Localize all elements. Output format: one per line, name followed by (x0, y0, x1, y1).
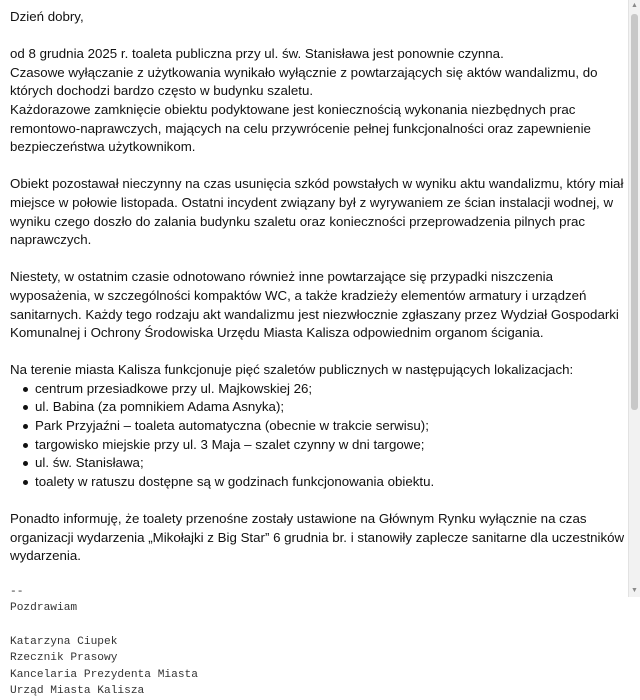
list-item: centrum przesiadkowe przy ul. Majkowskiej 26; (23, 380, 628, 399)
paragraph-1-line-1: od 8 grudnia 2025 r. toaleta publiczna przy ul. św. Stanisława jest ponownie czynna. (10, 46, 504, 62)
list-item: ul. św. Stanisława; (23, 454, 628, 473)
paragraph-1-line-2: Czasowe wyłączanie z użytkowania wynikało wyłącznie z powtarzających się aktów wandalizmu, do których dochodzi bardzo często w budynku szaletu. (10, 64, 598, 99)
paragraph-2: Obiekt pozostawał nieczynny na czas usunięcia szkód powstałych w wyniku aktu wandalizmu, który miał miejsce w połowie listopada. Ostatni incydent związany był z wyrywaniem ze ścian instalacji wodnej, w wyniku czego doszło do zalania budynku szaletu oraz konieczności przeprowadzenia pilnych prac naprawczych. (10, 176, 624, 248)
list-item: ul. Babina (za pomnikiem Adama Asnyka); (23, 398, 628, 417)
paragraph-1-line-3: Każdorazowe zamknięcie obiektu podyktowane jest koniecznością wykonania niezbędnych prac remontowo-naprawczych, mających na celu przywrócenie pełnej funkcjonalności oraz zapewnienie bezpieczeństwa użytkownikom. (10, 101, 591, 155)
scrollbar-thumb[interactable] (631, 14, 638, 410)
signature-name: Katarzyna Ciupek (10, 635, 118, 648)
signature-office: Kancelaria Prezydenta Miasta (10, 668, 198, 681)
paragraph-3: Niestety, w ostatnim czasie odnotowano również inne powtarzające się przypadki niszczenia wyposażenia, w szczególności kompaktów WC, a także kradzieży elementów armatury i urządzeń sanitarnych. Każdy tego rodzaju akt wandalizmu jest niezwłocznie zgłaszany przez Wydział Gospodarki Komunalnej i Ochrony Środowiska Urzędu Miasta Kalisza odpowiednim organom ścigania. (10, 269, 619, 341)
signature-org: Urząd Miasta Kalisza (10, 685, 145, 698)
list-item: Park Przyjaźni – toaleta automatyczna (obecnie w trakcie serwisu); (23, 417, 628, 436)
locations-list (10, 380, 628, 492)
paragraph-4: Ponadto informuję, że toalety przenośne zostały ustawione na Głównym Rynku wyłącznie na czas organizacji wydarzenia „Mikołajki z Big Star” 6 grudnia br. i stanowiły zaplecze sanitarne dla uczestników wydarzenia. (10, 511, 625, 564)
signature-closing: Pozdrawiam (10, 602, 78, 615)
signature-separator: -- (10, 585, 24, 598)
signature-block (10, 584, 628, 700)
list-item: targowisko miejskie przy ul. 3 Maja – szalet czynny w dni targowe; (23, 436, 628, 455)
vertical-scrollbar[interactable] (628, 0, 640, 597)
scroll-up-arrow-icon[interactable]: ▲ (631, 2, 638, 9)
list-item: toalety w ratuszu dostępne są w godzinach funkcjonowania obiektu. (23, 473, 628, 492)
greeting: Dzień dobry, (10, 9, 84, 24)
locations-intro: Na terenie miasta Kalisza funkcjonuje pięć szaletów publicznych w następujących lokalizacjach: (10, 362, 574, 378)
signature-role: Rzecznik Prasowy (10, 652, 118, 665)
scroll-down-arrow-icon[interactable]: ▼ (631, 587, 638, 594)
